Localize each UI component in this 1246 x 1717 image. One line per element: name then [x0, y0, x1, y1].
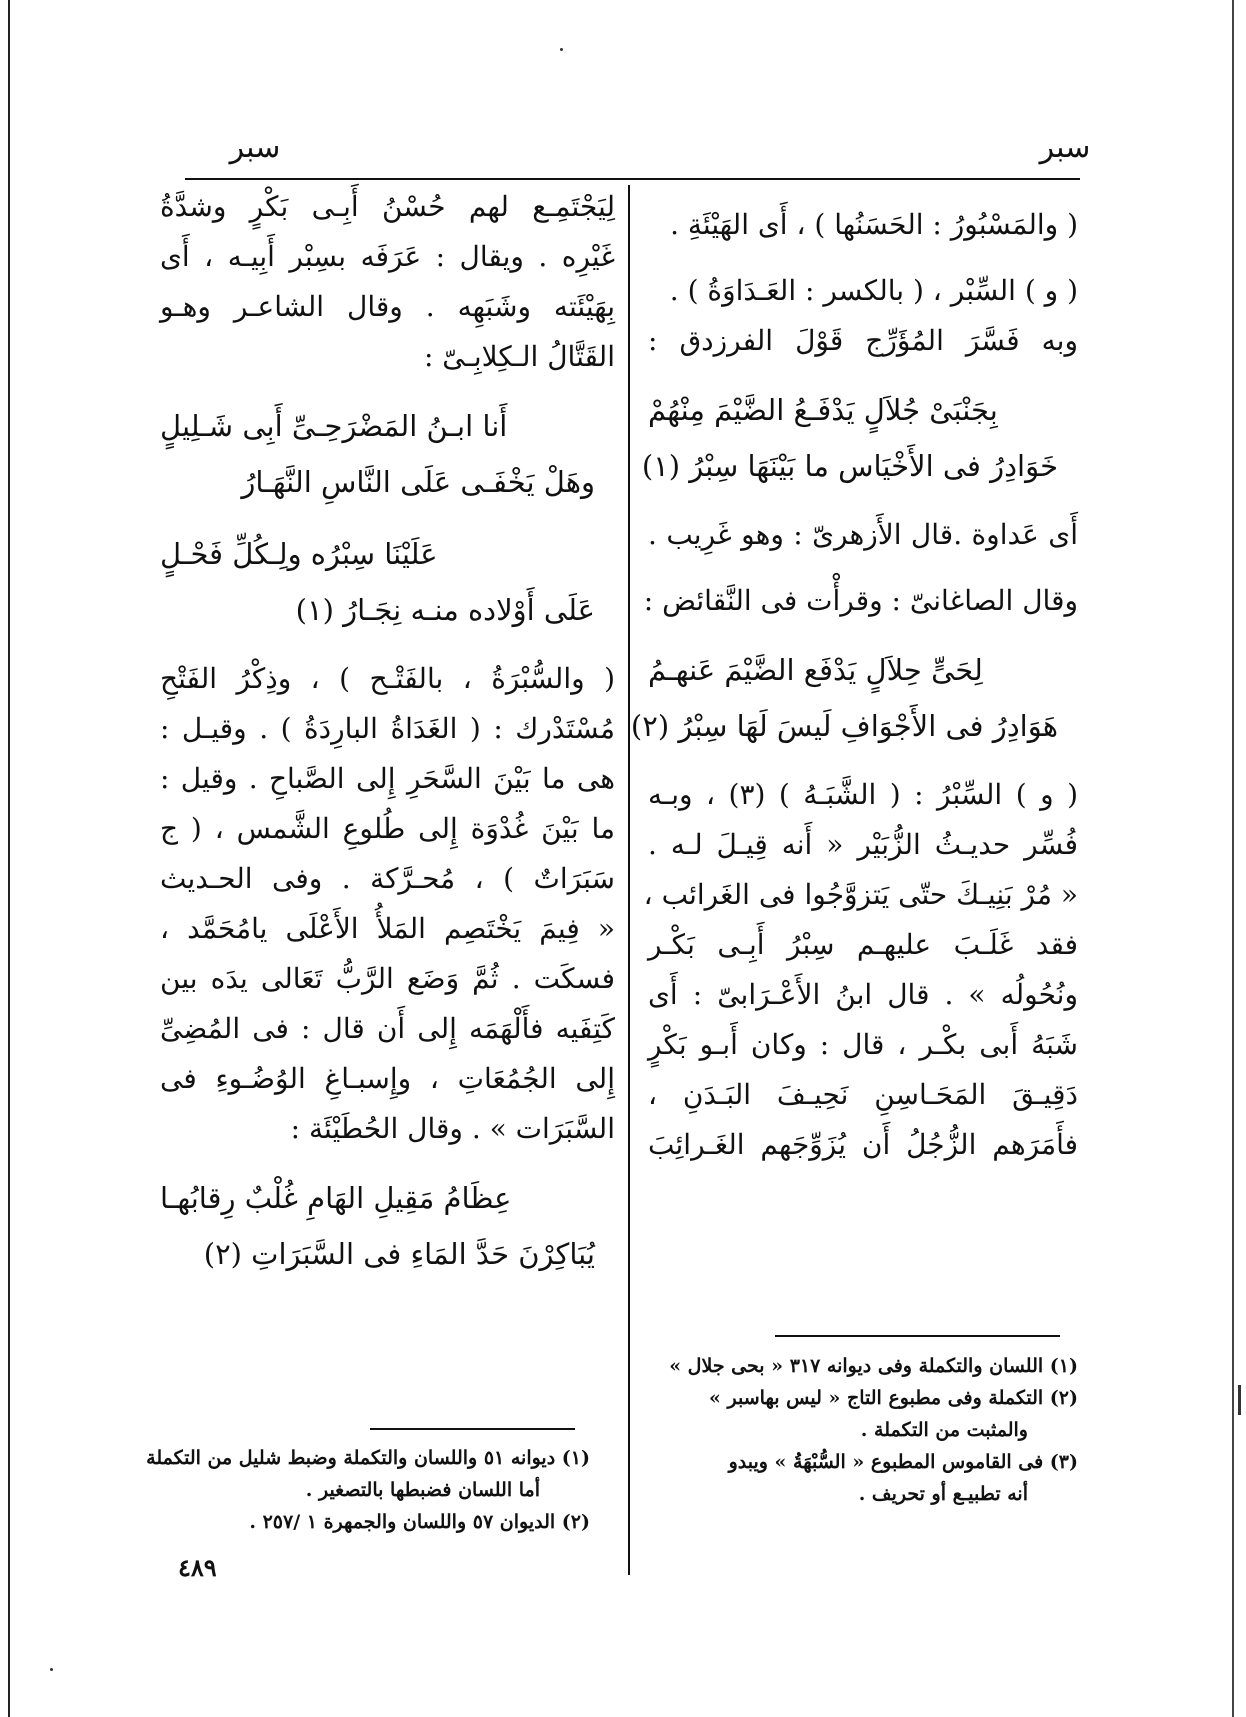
verse-hemistich: يُبَاكِرْنَ حَدَّ المَاءِ فى السَّبَرَاتِ (٢): [203, 1237, 595, 1271]
verse-hemistich: أَنا ابـنُ المَضْرَحِـىِّ أَبِى شَـلِيلٍ: [160, 409, 508, 443]
text-line: لِيَجْتَمِـع لهم حُسْنُ أَبِـى بَكْرٍ وشدَّةُ: [160, 190, 615, 223]
text-line: فسكَت . ثُمَّ وَضَع الرَّبُّ تَعَالى يدَه بين: [160, 962, 615, 995]
text-line: فأَمَرَهم الزُّجُلُ أَن يُزَوِّجَهم الغَـرائِبَ: [648, 1128, 1078, 1161]
text-line: دَقِيـقَ المَحَـاسِنِ نَحِيـفَ البَـدَنِ ،: [648, 1078, 1078, 1111]
left-column: [160, 182, 615, 1282]
text-line: فُسِّر حديـثُ الزُّبَيْر « أَنه قِيـلَ لـه .: [648, 828, 1078, 861]
text-line: كَتِفَيه فأَلْهَمَه إِلى أَن قال : فى المُضِىِّ: [160, 1012, 615, 1045]
text-line: سَبَرَاتٌ ) ، مُحـرَّكة . وفى الحـديث: [160, 862, 615, 895]
footnote: (١) ديوانه ٥١ واللسان والتكملة وضبط شليل من التكملة: [146, 1447, 590, 1469]
scan-edge-right: [1232, 0, 1234, 1717]
text-line: ونُحُولُه » . قال ابنُ الأَعْـرَابىّ : أَى: [648, 978, 1078, 1011]
paragraph-gap: [648, 560, 1078, 576]
footnotes-right: [669, 1350, 1078, 1510]
text-line: غَيْرِه . ويقال : عَرَفَه بسِبْر أَبِيـه ، أَى: [160, 240, 615, 273]
footnote-continuation: أما اللسان فضبطها بالتصغير .: [305, 1479, 540, 1501]
scan-speck: [50, 1668, 53, 1671]
verse-hemistich: خَوَادِرُ فى الأَخْيَاس ما بَيْنَهَا سِبْرُ (١): [641, 449, 1058, 483]
text-line: وقال الصاغانىّ : وقرأْت فى النَّقائض :: [643, 584, 1078, 617]
paragraph-gap: [648, 366, 1078, 382]
verse-hemistich: عَلَيْنَا سِبْرُه ولِـكُلِّ فَحْـلٍ: [160, 537, 438, 571]
text-line: شَبَهُ أَبى بكْـر ، قال : وكان أَبـو بَكْرٍ: [648, 1028, 1078, 1061]
paragraph-gap: [648, 494, 1078, 510]
text-line: ما بَيْنَ غُدْوَة إِلى طُلوعِ الشَّمس ، ( ج: [160, 812, 615, 845]
footnote: (٢) الديوان ٥٧ واللسان والجمهرة ١ /٢٥٧ .: [249, 1511, 590, 1533]
verse-hemistich: عِظَامُ مَقِيلِ الهَامِ غُلْبٌ رِقابُهـا: [160, 1181, 512, 1215]
scan-mark: [1238, 1385, 1241, 1415]
verse-hemistich: بِجَنْبَىْ جُلاَلٍ يَدْفَـعُ الضَّيْمَ مِنْهُمْ: [648, 393, 998, 427]
running-head-left: سبر: [229, 130, 281, 165]
footnote: (٣) فى القاموس المطبوع « السُّبْهَةُ » ويبدو: [728, 1451, 1078, 1473]
text-line: فقد غَلَـبَ عليهـم سِبْرُ أَبِـى بَكْـر: [648, 928, 1078, 961]
footnote-continuation: أنه تطبيـع أو تحريف .: [858, 1483, 1028, 1505]
verse-hemistich: هَوَادِرُ فى الأَجْوَافِ لَيسَ لَهَا سِبْرُ (٢): [630, 709, 1058, 743]
verse-hemistich: عَلَى أَوْلاده منـه نِجَـارُ (١): [295, 593, 595, 627]
column-divider: [628, 185, 630, 1575]
text-line: أَى عَداوة .قال الأَزهرىّ : وهو غَرِيب .: [648, 518, 1078, 551]
verse-hemistich: لِحَىٍّ حِلاَلٍ يَدْفَع الضَّيْمَ عَنهـمُ: [648, 653, 983, 687]
text-line: « مُرْ بَنِيـكَ حتّى يَتزوَّجُوا فى الغَرائب ،: [643, 878, 1078, 911]
header-rule: [185, 178, 1080, 180]
paragraph-gap: [160, 382, 615, 398]
paragraph-gap: [160, 510, 615, 526]
scan-edge-left: [8, 0, 10, 1717]
text-line: السَّبَرَات » . وقال الحُطَيْئَة :: [290, 1112, 615, 1145]
text-line: هى ما بَيْنَ السَّحَرِ إِلى الصَّباحِ . وقيل :: [160, 762, 615, 795]
footnote: (٢) التكملة وفى مطبوع التاج « ليس بهاسبر »: [709, 1387, 1078, 1409]
footnote: (١) اللسان والتكملة وفى ديوانه ٣١٧ « بحى جلال »: [669, 1355, 1078, 1377]
verse-hemistich: وهَلْ يَخْفَـى عَلَى النَّاسِ النَّهَـارُ: [241, 465, 595, 499]
text-line: ( والمَسْبُورُ : الحَسَنُها ) ، أَى الهَيْئَةِ .: [670, 208, 1078, 241]
text-line: ( و ) السِّبْر ، ( بالكسر : العَـدَاوَةُ ) .: [669, 274, 1078, 307]
text-line: وبه فَسَّرَ المُؤَرِّج قَوْلَ الفرزدق :: [648, 324, 1078, 357]
text-line: مُسْتَدْرك : ( الغَدَاةُ البارِدَةُ ) . وقيـل :: [160, 712, 615, 745]
text-line: القَتَّالُ الـكِلابِـىّ :: [423, 340, 615, 373]
paragraph-gap: [160, 638, 615, 654]
page-number: ٤٨٩: [178, 1553, 217, 1582]
scan-speck: [560, 48, 563, 51]
footnote-rule-left: [370, 1428, 575, 1430]
text-line: ( و ) السِّبْرُ : ( الشَّبَـهُ ) (٣) ، وبـه: [648, 778, 1079, 811]
footnote-continuation: والمثبت من التكملة .: [860, 1419, 1028, 1441]
text-line: « فِيمَ يَخْتَصِم المَلأُ الأَعْلَى يامُحَمَّد ،: [160, 912, 615, 945]
running-head-right: سبر: [1039, 130, 1091, 165]
paragraph-gap: [160, 1154, 615, 1170]
footnote-rule-right: [775, 1335, 1060, 1337]
text-line: إِلى الجُمُعَاتِ ، وإِسبـاغِ الوُضُـوءِ فى: [160, 1062, 615, 1095]
text-line: بِهَيْئَته وشَبَهِه . وقال الشاعـر وهـو: [160, 290, 615, 323]
footnotes-left: [146, 1442, 590, 1538]
paragraph-gap: [648, 754, 1078, 770]
right-column: [630, 200, 1079, 1170]
text-line: ( والسُّبْرَةُ ، بالفَتْـح ) ، وذِكْرُ الفَتْحِ: [160, 662, 615, 695]
paragraph-gap: [648, 626, 1078, 642]
paragraph-gap: [648, 250, 1078, 266]
